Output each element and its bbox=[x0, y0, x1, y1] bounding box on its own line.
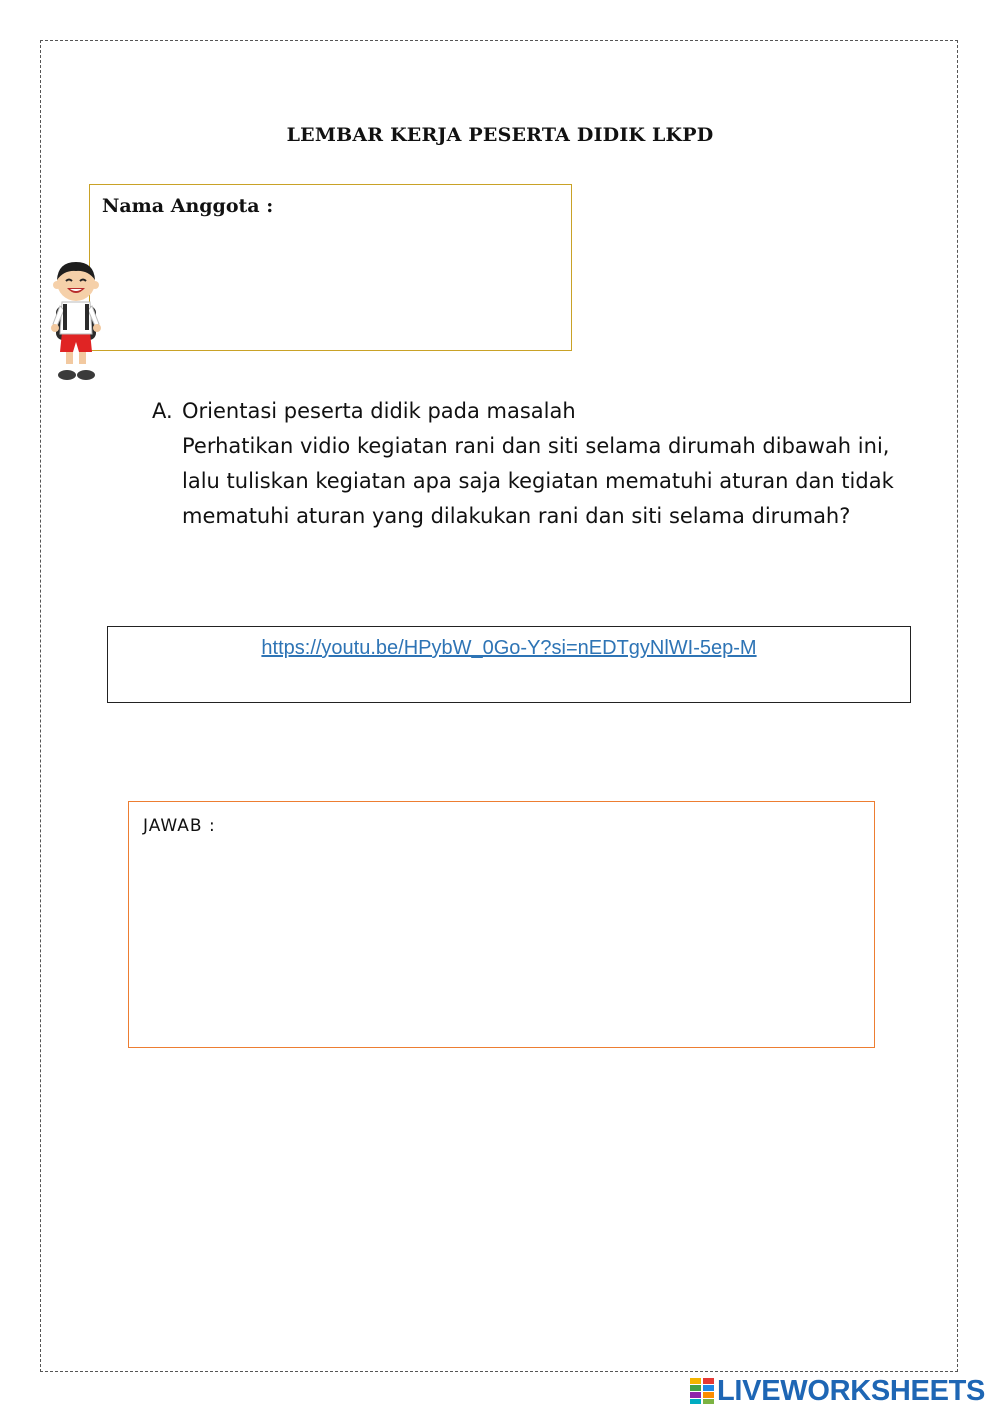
orientation-section bbox=[152, 394, 932, 534]
liveworksheets-wordmark: LIVEWORKSHEETS bbox=[717, 1374, 986, 1407]
section-heading: Orientasi peserta didik pada masalah bbox=[182, 399, 576, 423]
page-title: LEMBAR KERJA PESERTA DIDIK LKPD bbox=[286, 124, 714, 146]
liveworksheets-logo-icon bbox=[690, 1378, 714, 1404]
answer-label: JAWAB : bbox=[143, 816, 216, 836]
liveworksheets-brand[interactable] bbox=[690, 1376, 985, 1406]
video-link-box bbox=[107, 626, 911, 703]
member-names-label: Nama Anggota : bbox=[102, 195, 274, 217]
answer-input-area[interactable] bbox=[143, 846, 860, 1033]
member-names-box[interactable] bbox=[89, 184, 572, 351]
instruction-line: mematuhi aturan yang dilakukan rani dan siti selama dirumah? bbox=[182, 504, 851, 528]
instruction-line: Perhatikan vidio kegiatan rani dan siti selama dirumah dibawah ini, bbox=[182, 434, 890, 458]
answer-box[interactable] bbox=[128, 801, 875, 1048]
student-character-icon bbox=[48, 258, 104, 384]
video-link[interactable]: https://youtu.be/HPybW_0Go-Y?si=nEDTgyNlWI-5ep-M bbox=[261, 637, 757, 659]
instruction-line: lalu tuliskan kegiatan apa saja kegiatan mematuhi aturan dan tidak bbox=[182, 469, 894, 493]
section-letter: A. bbox=[152, 399, 173, 423]
section-instructions bbox=[152, 429, 932, 534]
